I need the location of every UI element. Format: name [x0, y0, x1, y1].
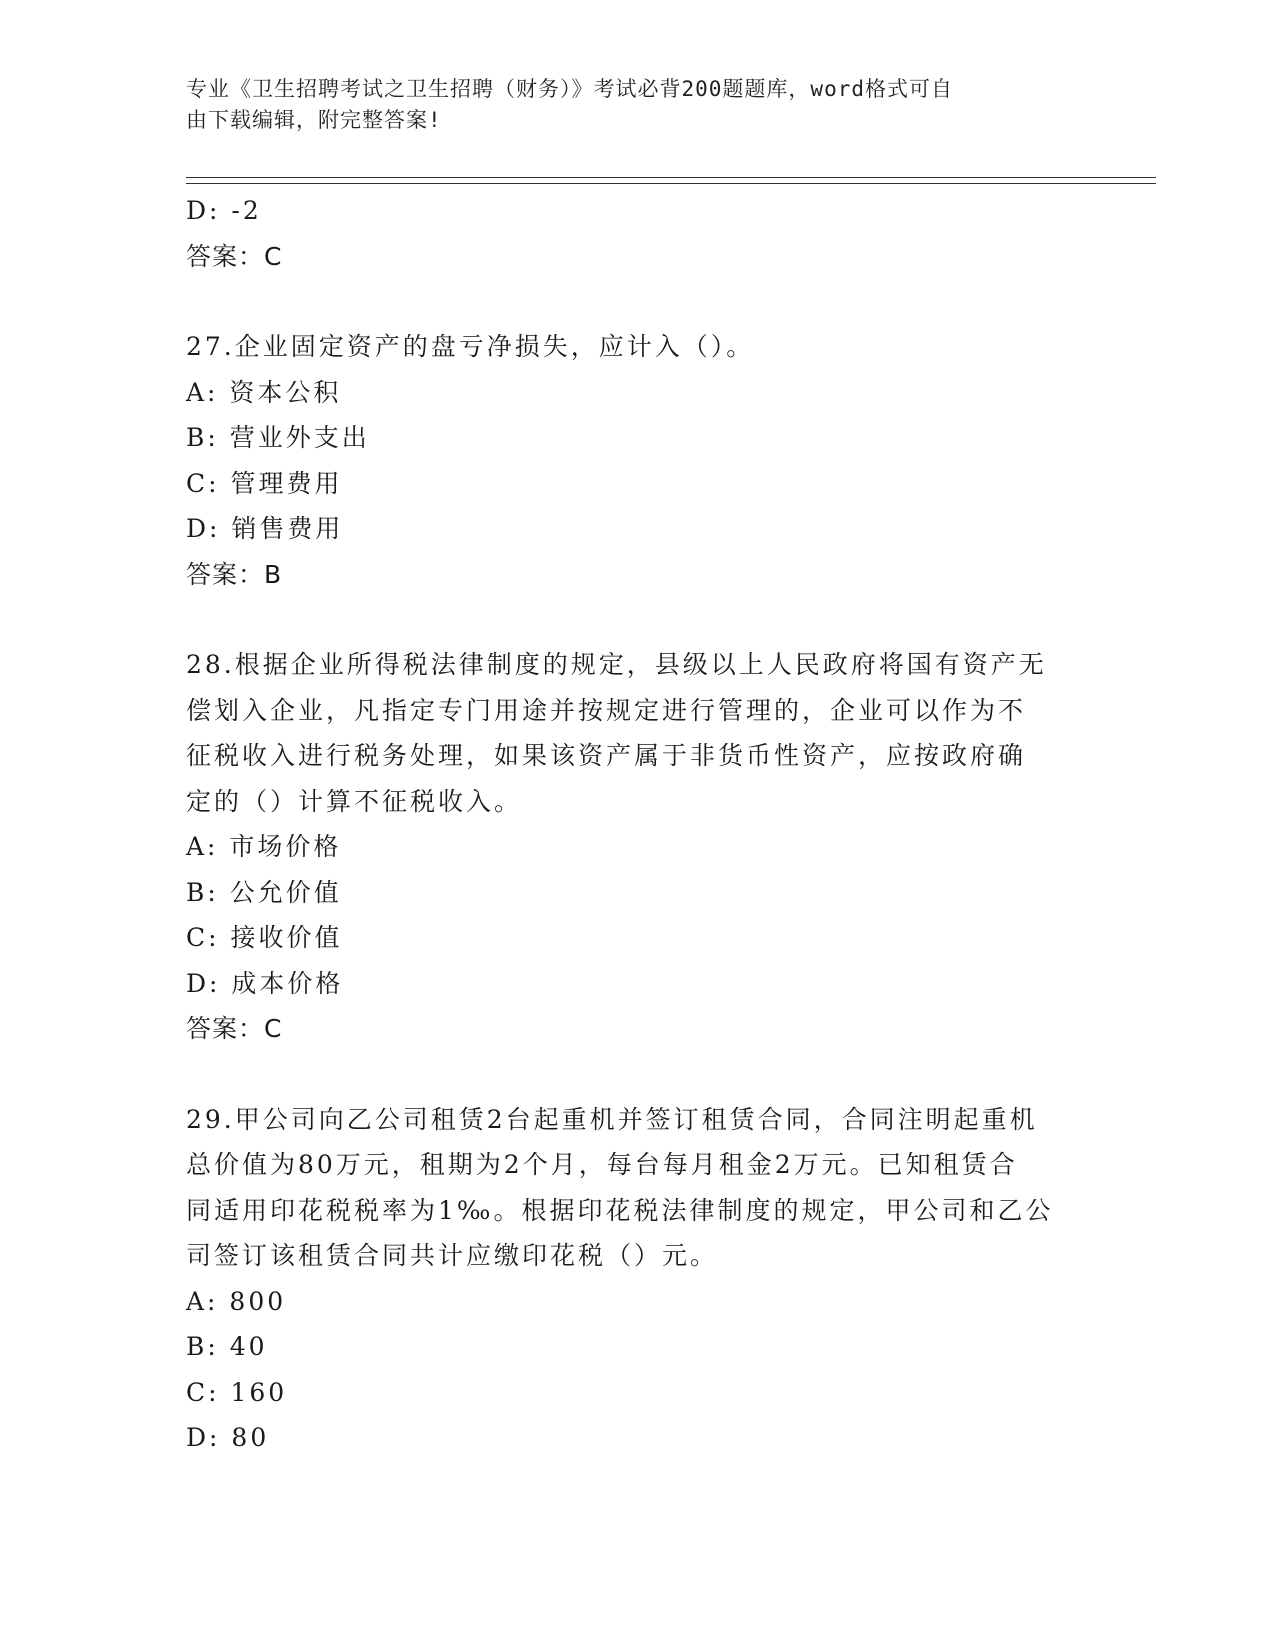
- option-b: B: 40: [186, 1332, 268, 1361]
- option-c: C: 160: [186, 1377, 288, 1407]
- question-text-line: 偿划入企业，凡指定专门用途并按规定进行管理的，企业可以作为不: [186, 695, 1027, 725]
- question-text-line: 司签订该租赁合同共计应缴印花税（）元。: [186, 1241, 719, 1270]
- option-a: A: 资本公积: [186, 377, 342, 407]
- question-29: [186, 1097, 1086, 1461]
- question-text-line: 定的（）计算不征税收入。: [186, 786, 523, 816]
- question-28: [186, 642, 1086, 1052]
- question-27: [186, 324, 1086, 597]
- spacer: [186, 279, 1086, 324]
- option-b: B: 营业外支出: [186, 423, 370, 452]
- option-c: C: 接收价值: [186, 923, 343, 952]
- header-divider-top: [186, 177, 1156, 178]
- question-text-line: 征税收入进行税务处理，如果该资产属于非货币性资产，应按政府确: [186, 741, 1027, 770]
- option-d: D: 成本价格: [186, 968, 344, 998]
- option-a: A: 市场价格: [186, 832, 342, 861]
- header-line-1: 专业《卫生招聘考试之卫生招聘（财务）》考试必背200题题库，word格式可自: [186, 77, 953, 101]
- question-text-line: 总价值为80万元，租期为2个月，每台每月租金2万元。已知租赁合: [186, 1150, 1018, 1179]
- prev-answer: 答案：C: [186, 241, 283, 271]
- answer: 答案：C: [186, 1014, 283, 1043]
- document-body: [186, 188, 1086, 1461]
- question-text-line: 29.甲公司向乙公司租赁2台起重机并签订租赁合同，合同注明起重机: [186, 1104, 1038, 1134]
- header-line-2: 由下载编辑，附完整答案!: [186, 108, 442, 132]
- spacer: [186, 597, 1086, 642]
- question-text-line: 27.企业固定资产的盘亏净损失，应计入（）。: [186, 332, 755, 361]
- option-d: D: 销售费用: [186, 514, 344, 543]
- document-header: [186, 74, 1066, 136]
- header-divider-bottom: [186, 183, 1156, 184]
- spacer: [186, 1052, 1086, 1097]
- option-d: D: 80: [186, 1423, 270, 1452]
- answer: 答案：B: [186, 559, 283, 589]
- question-text-line: 28.根据企业所得税法律制度的规定，县级以上人民政府将国有资产无: [186, 650, 1047, 679]
- option-a: A: 800: [186, 1286, 287, 1316]
- option-b: B: 公允价值: [186, 877, 342, 907]
- option-c: C: 管理费用: [186, 468, 343, 498]
- question-text-line: 同适用印花税税率为1‰。根据印花税法律制度的规定，甲公司和乙公: [186, 1195, 1054, 1225]
- prev-option-d: D: -2: [186, 196, 262, 225]
